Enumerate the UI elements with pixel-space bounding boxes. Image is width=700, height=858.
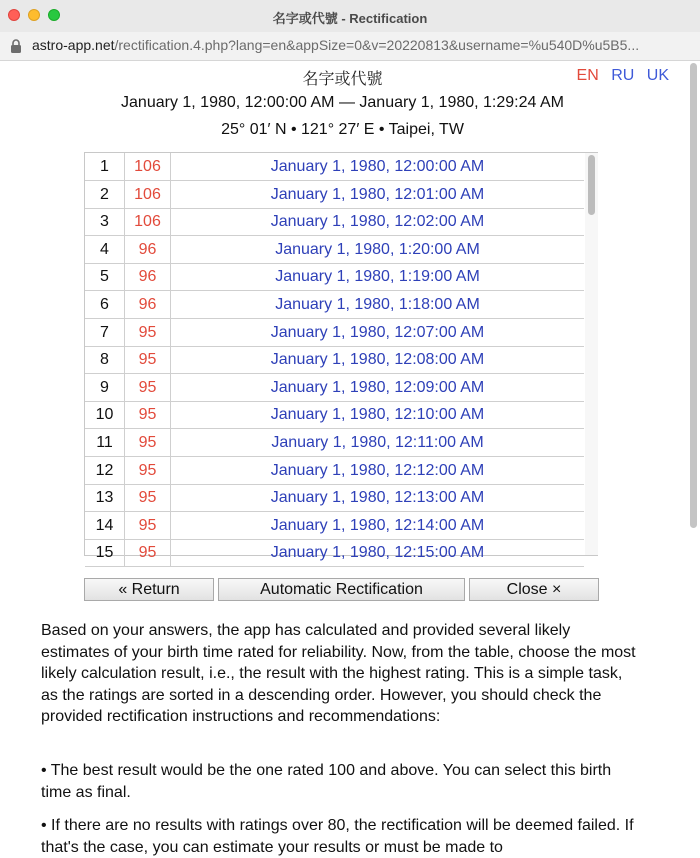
table-row[interactable]	[85, 346, 584, 374]
row-datetime-link[interactable]: January 1, 1980, 1:19:00 AM	[275, 268, 480, 286]
table-row[interactable]	[85, 319, 584, 347]
table-row[interactable]	[85, 512, 584, 540]
row-rating: 95	[125, 401, 171, 428]
time-range: January 1, 1980, 12:00:00 AM — January 1, 1980, 1:29:24 AM	[121, 94, 564, 111]
profile-name: 名字或代號	[302, 71, 383, 88]
row-rating: 106	[125, 208, 171, 235]
window-titlebar	[0, 0, 700, 32]
row-rating: 95	[125, 346, 171, 373]
location-line: 25° 01′ N • 121° 27′ E • Taipei, TW	[221, 121, 464, 138]
row-rating: 96	[125, 236, 171, 263]
row-datetime-link[interactable]: January 1, 1980, 12:11:00 AM	[271, 434, 484, 451]
results-table	[84, 152, 598, 562]
return-button[interactable]: « Return	[84, 578, 214, 601]
row-index: 7	[85, 319, 125, 346]
table-row[interactable]	[85, 401, 584, 429]
row-index: 1	[85, 153, 125, 180]
table-scrollbar[interactable]	[585, 153, 598, 555]
row-datetime-link[interactable]: January 1, 1980, 12:14:00 AM	[270, 516, 485, 534]
row-datetime-link[interactable]: January 1, 1980, 12:07:00 AM	[270, 323, 485, 341]
row-rating: 95	[125, 457, 171, 484]
language-switcher	[569, 67, 669, 85]
table-row[interactable]	[85, 263, 584, 291]
recommendation-best: • The best result would be the one rated 100 and above. You can select this birth time as final.	[41, 762, 612, 801]
page-scroll-thumb[interactable]	[690, 63, 697, 528]
row-index: 13	[85, 484, 125, 511]
table-row[interactable]	[85, 291, 584, 319]
page-scrollbar[interactable]	[688, 61, 700, 842]
row-datetime-link[interactable]: January 1, 1980, 1:18:00 AM	[275, 296, 480, 313]
row-index: 10	[85, 401, 125, 428]
table-row[interactable]	[85, 208, 584, 236]
lang-ru-link[interactable]: RU	[611, 67, 635, 84]
row-index: 15	[85, 539, 125, 566]
row-rating: 95	[125, 429, 171, 456]
row-index: 11	[85, 429, 125, 456]
row-index: 5	[85, 263, 125, 290]
row-rating: 95	[125, 539, 171, 566]
table-row[interactable]	[85, 484, 584, 512]
row-index: 14	[85, 512, 125, 539]
table-row[interactable]	[85, 429, 584, 457]
lang-uk-link[interactable]: UK	[646, 67, 669, 84]
row-index: 8	[85, 346, 125, 373]
row-datetime-link[interactable]: January 1, 1980, 12:10:00 AM	[270, 406, 485, 424]
row-index: 12	[85, 457, 125, 484]
row-rating: 106	[125, 181, 171, 208]
close-button[interactable]: Close ×	[469, 578, 599, 601]
row-datetime-link[interactable]: January 1, 1980, 12:02:00 AM	[270, 213, 485, 231]
page-content	[0, 61, 700, 856]
row-index: 2	[85, 181, 125, 208]
row-index: 9	[85, 374, 125, 401]
row-datetime-link[interactable]: January 1, 1980, 12:01:00 AM	[270, 185, 485, 203]
row-datetime-link[interactable]: January 1, 1980, 1:20:00 AM	[275, 240, 480, 258]
row-index: 3	[85, 208, 125, 235]
recommendation-failed: • If there are no results with ratings over 80, the rectification will be deemed failed. If that's the case, you can estimate your results or must be made to	[41, 817, 634, 856]
lang-en-link[interactable]: EN	[576, 67, 599, 84]
table-row[interactable]	[85, 181, 584, 209]
row-datetime-link[interactable]: January 1, 1980, 12:08:00 AM	[270, 351, 485, 369]
row-rating: 95	[125, 512, 171, 539]
window-title: 名字或代號 - Rectification	[272, 11, 428, 26]
row-datetime-link[interactable]: January 1, 1980, 12:12:00 AM	[270, 461, 485, 479]
table-row[interactable]	[85, 457, 584, 485]
row-datetime-link[interactable]: January 1, 1980, 12:09:00 AM	[270, 378, 485, 396]
lock-icon	[10, 39, 22, 53]
row-datetime-link[interactable]: January 1, 1980, 12:13:00 AM	[270, 489, 485, 507]
row-rating: 95	[125, 374, 171, 401]
row-rating: 96	[125, 263, 171, 290]
row-rating: 95	[125, 484, 171, 511]
table-row[interactable]	[85, 153, 584, 181]
table-row[interactable]	[85, 539, 584, 567]
row-index: 6	[85, 291, 125, 318]
row-datetime-link[interactable]: January 1, 1980, 12:00:00 AM	[270, 158, 485, 175]
table-row[interactable]	[85, 236, 584, 264]
address-bar[interactable]	[0, 32, 700, 61]
table-row[interactable]	[85, 374, 584, 402]
row-rating: 96	[125, 291, 171, 318]
row-rating: 95	[125, 319, 171, 346]
automatic-rectification-button[interactable]: Automatic Rectification	[218, 578, 465, 601]
url-host: astro-app.net	[32, 37, 115, 53]
row-index: 4	[85, 236, 125, 263]
row-datetime-link[interactable]: January 1, 1980, 12:15:00 AM	[270, 544, 485, 562]
instructions-paragraph: Based on your answers, the app has calculated and provided several likely estimates of your birth time rated for reliability. Now, from the table, choose the most likely calculation result, i.e., the result with the highest rating. This is a simple task, as the ratings are sorted in a descending order. However, you should check the provided rectification instructions and recommendations:	[41, 622, 636, 725]
url-path: /rectification.4.php?lang=en&appSize=0&v=20220813&username=%u540D%u5B5...	[114, 37, 640, 53]
url-text[interactable]	[32, 37, 692, 53]
table-scroll-thumb[interactable]	[588, 155, 595, 215]
row-rating: 106	[125, 153, 171, 180]
